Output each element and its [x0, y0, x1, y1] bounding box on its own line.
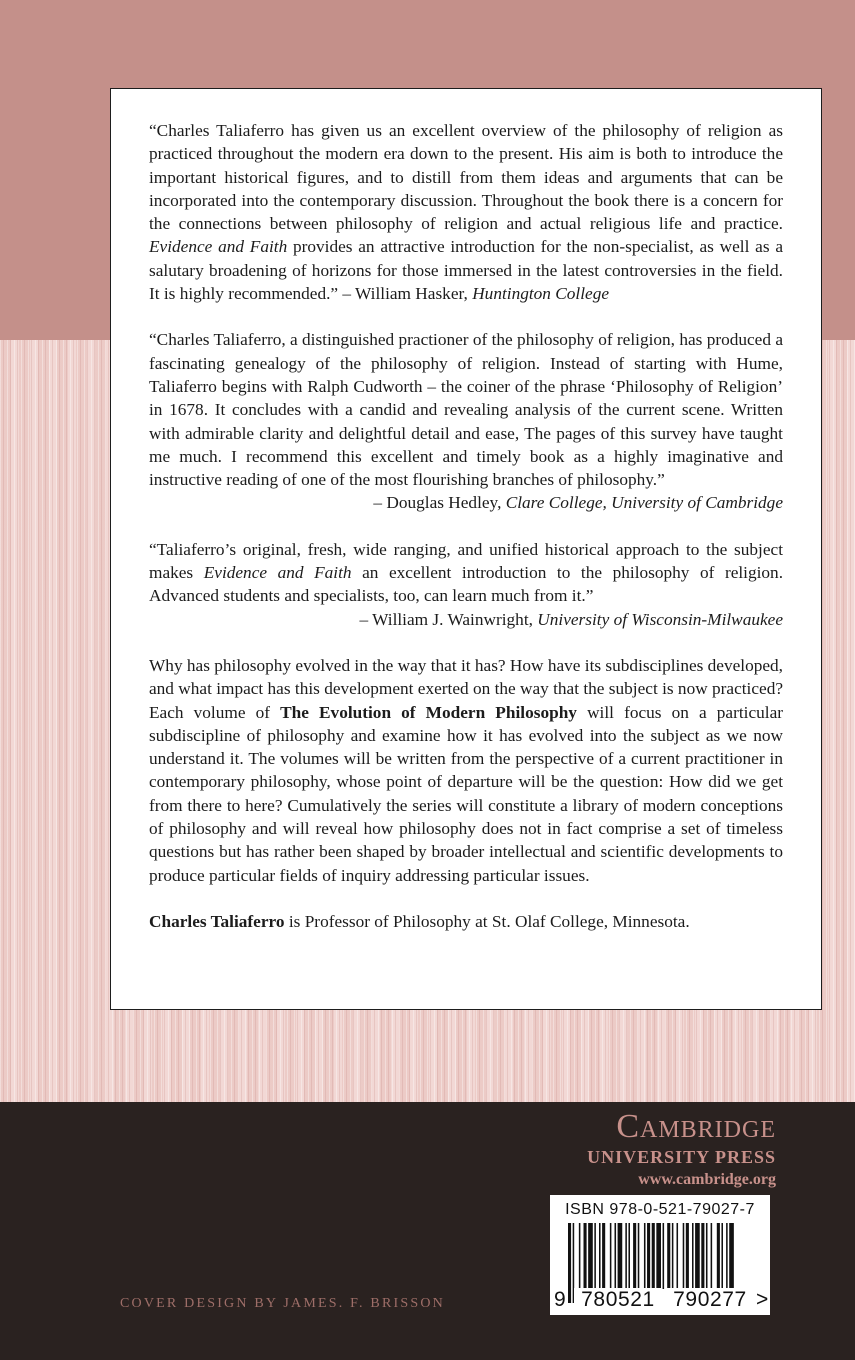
publisher-subtitle: UNIVERSITY PRESS: [587, 1147, 776, 1167]
publisher-name: Cambridge: [616, 1108, 776, 1145]
barcode-bar: [588, 1223, 593, 1289]
barcode-digit-first: 9: [554, 1288, 566, 1311]
quote-text: “Charles Taliaferro, a distinguished practioner of the philosophy of religion, has produced a fascinating genealogy of the philosophy of religion. Instead of starting with Hume, Taliaferro begins with Ralph Cudworth – the coiner of the phrase ‘Philosophy of Religion’ in 1678. It concludes with a candid and revealing analysis of the current scene. Written with admirable clarity and delightful detail and ease, The pages of this survey have taught me much. I recommend this excellent and timely book as a highly imaginative and instructive reading of one of the most flourishing branches of philosophy.”: [149, 330, 783, 490]
barcode-bar: [686, 1223, 689, 1289]
barcode-bar: [602, 1223, 605, 1289]
affiliation: Clare College, University of Cambridge: [505, 493, 783, 513]
author-name: Charles Taliaferro: [149, 911, 285, 931]
affiliation: University of Wisconsin-Milwaukee: [537, 609, 783, 629]
series-name: The Evolution of Modern Philosophy: [280, 702, 577, 722]
barcode-bar: [672, 1223, 674, 1289]
quote-text: an excellent introduction to the philosophy of religion. Advanced students and specialists, too, can learn much from it.”: [149, 563, 784, 606]
isbn-barcode: [550, 1195, 770, 1315]
author-bio: [149, 910, 783, 933]
barcode-digits-left: 780521: [574, 1288, 662, 1312]
quote-wainwright: [149, 538, 783, 631]
barcode-bar: [638, 1223, 640, 1289]
barcode-bar: [706, 1223, 708, 1289]
barcode-bar: [618, 1223, 623, 1289]
barcode-bar: [711, 1223, 713, 1289]
text-panel: [110, 88, 822, 1010]
barcode-digits-right: 790277: [666, 1288, 754, 1312]
author-bio-text: is Professor of Philosophy at St. Olaf College, Minnesota.: [284, 911, 690, 931]
quote-hedley: [149, 328, 783, 514]
attribution-name: – William J. Wainwright,: [359, 609, 538, 629]
book-title: Evidence and Faith: [149, 237, 288, 257]
publisher-url: www.cambridge.org: [638, 1171, 776, 1188]
series-text: Why has philosophy evolved in the way that it has? How have its subdisciplines developed, and what impact has this development exerted on the way that the subject is now practiced? Each volume of: [149, 655, 784, 722]
barcode-bar: [647, 1223, 650, 1289]
barcode-digit-end: >: [756, 1288, 769, 1311]
affiliation: Huntington College: [472, 284, 610, 304]
barcode-bar: [610, 1223, 612, 1289]
barcode-bar: [701, 1223, 704, 1289]
barcode-bar: [695, 1223, 700, 1289]
barcode-bar: [628, 1223, 630, 1289]
barcode-bar: [584, 1223, 587, 1289]
barcode-bar: [692, 1223, 694, 1289]
quote-text: “Charles Taliaferro has given us an excellent overview of the philosophy of religion as practiced throughout the modern era down to the present. His aim is both to introduce the important historical figures, and to distill from them ideas and arguments that can be incorporated into the contemporary discussion. Throughout the book there is a concern for the connections between philosophy of religion and actual religious life and practice.: [149, 121, 783, 234]
barcode-bar: [633, 1223, 636, 1289]
barcode-bar: [663, 1223, 665, 1289]
barcode-bar: [717, 1223, 720, 1289]
barcode-bar: [667, 1223, 670, 1289]
series-text: will focus on a particular subdiscipline of philosophy and examine how it has evolved into the subject as we now understand it. The volumes will be written from the perspective of a current practitioner in contemporary philosophy, whose point of departure will be the question: How did we get from there to here? Cumulatively the series will constitute a library of modern conceptions of philosophy and will reveal how philosophy does not in fact comprise a set of timeless questions but has rather been shaped by broader intellectual and scientific developments to produce particular fields of inquiry addressing particular issues.: [149, 702, 783, 885]
series-description: [149, 654, 783, 887]
quote-text: provides an attractive introduction for the non-specialist, as well as a salutary broadening of horizons for those immersed in the latest controversies in the field. It is highly recommended.” – William Hasker,: [149, 237, 783, 304]
barcode-bar: [726, 1223, 728, 1289]
barcode-bar: [625, 1223, 627, 1289]
cover-design-credit: COVER DESIGN BY JAMES. F. BRISSON: [120, 1296, 445, 1311]
barcode-bar: [615, 1223, 617, 1289]
barcode-bar: [644, 1223, 646, 1289]
attribution: [149, 608, 783, 631]
barcode-bar: [683, 1223, 685, 1289]
barcode-digits: [550, 1288, 770, 1312]
barcode-bar: [599, 1223, 601, 1289]
quote-hasker: [149, 119, 783, 305]
barcode-bar: [579, 1223, 581, 1289]
attribution: [149, 491, 783, 514]
barcode-bar: [721, 1223, 723, 1289]
quote-text: “Taliaferro’s original, fresh, wide ranging, and unified historical approach to the subject makes: [149, 539, 783, 583]
publisher-logo: [556, 1108, 776, 1191]
barcode-bar: [594, 1223, 596, 1289]
attribution-name: – Douglas Hedley,: [373, 493, 506, 513]
isbn-label: ISBN 978-0-521-79027-7: [565, 1201, 755, 1218]
book-title: Evidence and Faith: [203, 563, 352, 583]
barcode-bar: [677, 1223, 679, 1289]
